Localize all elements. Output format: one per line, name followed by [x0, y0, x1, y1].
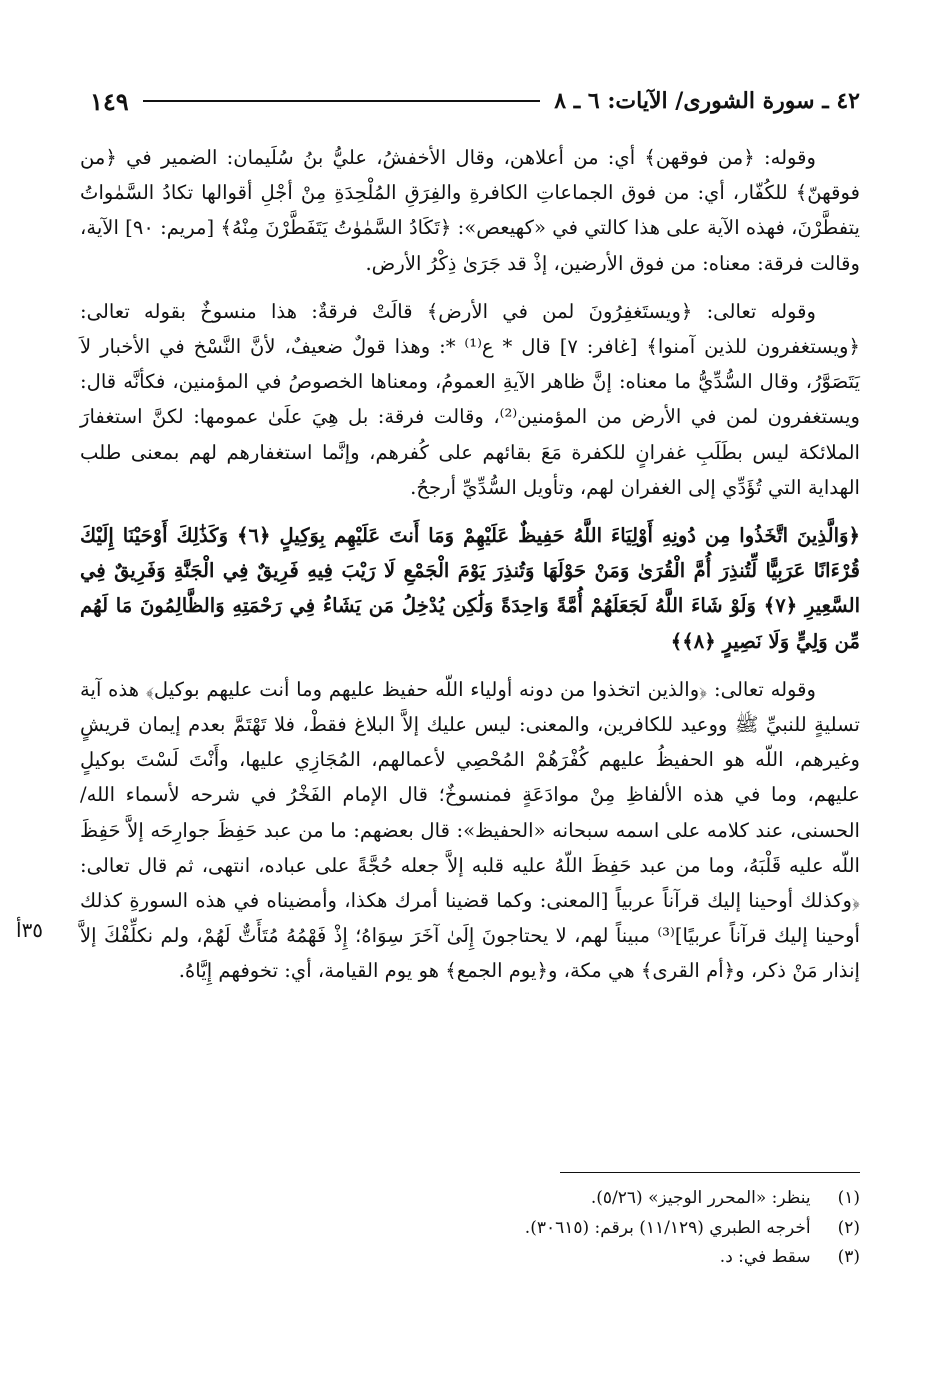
- paragraph-commentary-min-fawqihinna: وقوله: ﴿من فوقهن﴾ أي: من أعلاهن، وقال الأخفشُ، عليُّ بنُ سُلَيمان: الضمير في ﴿من فوقهنّ﴾ للكُفّار، أي: من فوق الجماعاتِ الكافرةِ والفِرَقِ المُلْحِدَةِ مِنْ أجْلِ أقوالها تكادُ السَّمٰواتُ يتفطَّرْنَ، فهذه الآية على هذا كالتي في «كهيعص»: ﴿تَكَادُ السَّمٰوٰتُ يَتَفَطَّرْنَ مِنْهُ﴾ [مريم: ٩٠] الآية، وقالت فرقة: معناه: من فوق الأرضين، إذْ قد جَرَىٰ ذِكْرُ الأرض.: [80, 146, 860, 275]
- page-number: ١٤٩: [90, 86, 129, 116]
- footnote-2: [200, 1214, 860, 1244]
- footnotes: [200, 1184, 860, 1273]
- footnote-3: [200, 1243, 860, 1273]
- footnote-number: (٢): [837, 1217, 860, 1238]
- footnote-number: (١): [837, 1188, 860, 1208]
- quran-verses-6-8: ﴿وَالَّذِينَ اتَّخَذُوا مِن دُونِهِ أَوْلِيَاءَ اللَّهُ حَفِيظٌ عَلَيْهِمْ وَمَا أَنتَ عَلَيْهِم بِوَكِيلٍ ﴿٦﴾ وَكَذَٰلِكَ أَوْحَيْنَا إِلَيْكَ قُرْءَانًا عَرَبِيًّا لِّتُنذِرَ أُمَّ الْقُرَىٰ وَمَنْ حَوْلَهَا وَتُنذِرَ يَوْمَ الْجَمْعِ لَا رَيْبَ فِيهِ فَرِيقٌ فِي الْجَنَّةِ وَفَرِيقٌ فِي السَّعِيرِ ﴿٧﴾ وَلَوْ شَاءَ اللَّهُ لَجَعَلَهُمْ أُمَّةً وَاحِدَةً وَلَٰكِن يُدْخِلُ مَن يَشَاءُ فِي رَحْمَتِهِ وَالظَّالِمُونَ مَا لَهُم مِّن وَلِيٍّ وَلَا نَصِيرٍ ﴿٨﴾﴾: [80, 524, 861, 653]
- footnote-text: سقط في: د.: [719, 1247, 811, 1267]
- footnote-text: ينظر: «المحرر الوجيز» (٥/٢٦).: [590, 1188, 811, 1208]
- manuscript-folio-note: ٣٥أ: [16, 918, 44, 942]
- footnote-1: [200, 1184, 860, 1214]
- paragraph-commentary-yastaghfirun: وقوله تعالى: ﴿ويستَغفِرُونَ لمن في الأرض﴾ قالَتْ فرقةٌ: هذا منسوخٌ بقوله تعالى: ﴿ويستغفرون للذين آمنوا﴾ [غافر: ٧] قال * ع⁽¹⁾ *: وهذا قولٌ ضعيفٌ، لأنَّ النَّسْخ في الأخبار لاَ يَتَصَوَّرُ، وقال السُّدِّيُّ ما معناه: إنَّ ظاهر الآيةِ العمومُ، ومعناها الخصوصُ في المؤمنين، فكأنَّه قال: ويستغفرون لمن في الأرض من المؤمنين⁽²⁾، وقالت فرقة: بل هِيَ علَىٰ عمومها: لكنَّ استغفارَ الملائكة ليس بطَلَبِ غفرانٍ للكفرة مَعَ بقائهم على كُفرهم، وإنَّما استغفارهم لهم بمعنى طلب الهداية التي تُؤَدِّي إلى الغفران لهم، وتأويل السُّدِّيِّ أرجحُ.: [80, 299, 860, 499]
- main-text: [80, 140, 860, 989]
- running-head: ٤٢ ـ سورة الشورى/ الآيات: ٦ ـ ٨: [554, 88, 860, 114]
- page-header: [90, 84, 860, 118]
- footnote-number: (٣): [837, 1247, 860, 1267]
- footnote-text: أخرجه الطبري (١١/١٢٩) برقم: (٣٠٦١٥).: [524, 1217, 811, 1238]
- header-rule: [143, 100, 541, 102]
- footnote-divider: [560, 1172, 860, 1173]
- paragraph-commentary-verse-6: وقوله تعالى: ﴿والذين اتخذوا من دونه أولياء اللّه حفيظ عليهم وما أنت عليهم بوكيل﴾ هذه آية تسليةٍ للنبيِّ ﷺ ووعيد للكافرين، والمعنى: ليس عليك إلاَّ البلاغ فقطْ، فلا تَهْتَمَّ بعدم إيمان قريشٍ وغيرهم، اللّه هو الحفيظُ عليهم كُفْرَهُمْ المُحْصِي لأعمالهم، المُجَازِي عليها، وأَنْتَ لَسْتَ بوكيلٍ عليهم، وما في هذه الألفاظِ مِنْ موادَعَةٍ فمنسوخٌ؛ قال الإمام الفَخْرُ في شرحه لأسماء الله/ الحسنى، عند كلامه على اسمه سبحانه «الحفيظ»: قال بعضهم: ما من عبد حَفِظَ جوارِحَه إلاَّ حَفِظَ اللّه عليه قَلْبَهُ، وما من عبد حَفِظَ اللّهُ عليه قلبه إلاَّ جعله حُجَّةً على عباده، انتهى، ثم قال تعالى: ﴿وكذلك أوحينا إليك قرآناً عربياً [المعنى: وكما قضينا أمرك هكذا، وأمضيناه في هذه السورةِ كذلك أوحينا إليك قرآناً عربيًا]⁽³⁾ مبيناً لهم، لا يحتاجونَ إِلَىٰ آخَرَ سِوَاهُ؛ إِذْ فَهْمُهُ مُتَأَتٌّ لَهُمْ، ولم نكلِّفْكَ إلاَّ إنذار مَنْ ذكر، و﴿أم القرى﴾ هي مكة، و﴿يوم الجمع﴾ هو يوم القيامة، أي: تخوفهم إِيَّاهُ.: [80, 677, 860, 983]
